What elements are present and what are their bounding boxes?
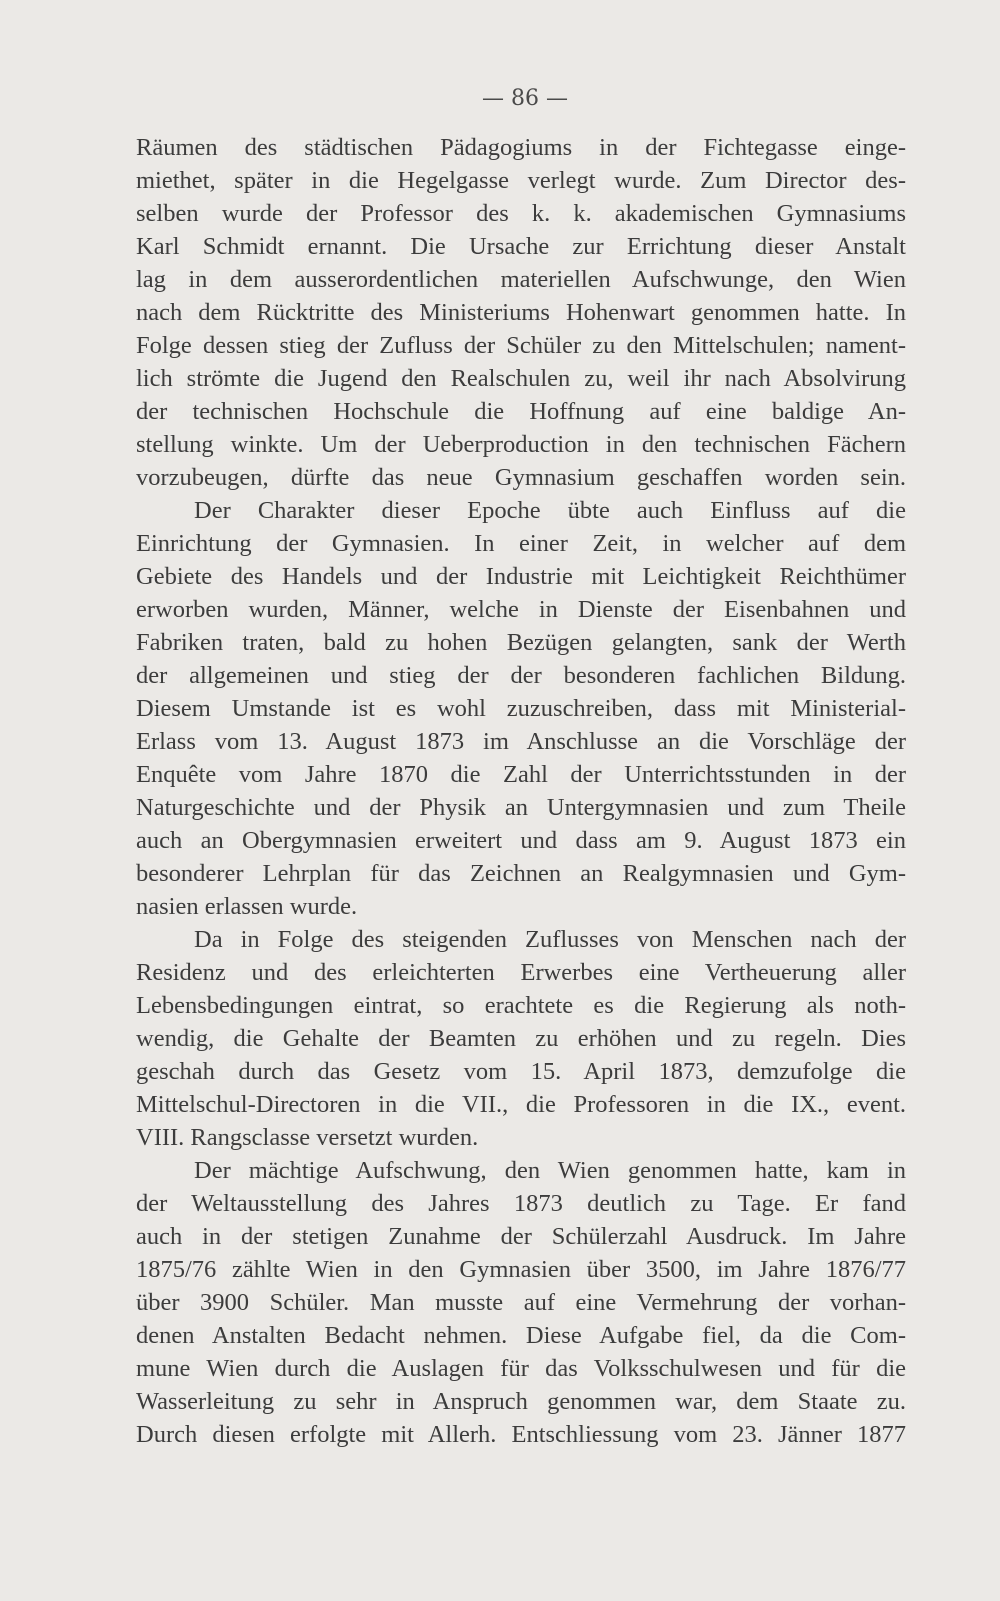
text-line: VIII. Rangsclasse versetzt wurden. (136, 1124, 479, 1151)
text-line: lag in dem ausserordentlichen materiellen Aufschwunge, den Wien (136, 266, 906, 293)
text-line: Erlass vom 13. August 1873 im Anschlusse an die Vorschläge der (136, 728, 906, 755)
text-line: Räumen des städtischen Pädagogiums in der Fichtegasse einge- (136, 134, 906, 161)
text-line: auch in der stetigen Zunahme der Schülerzahl Ausdruck. Im Jahre (136, 1223, 906, 1250)
text-line: selben wurde der Professor des k. k. akademischen Gymnasiums (136, 200, 906, 227)
text-line: stellung winkte. Um der Ueberproduction in den technischen Fächern (136, 431, 906, 458)
text-line: Der mächtige Aufschwung, den Wien genommen hatte, kam in (194, 1157, 906, 1184)
text-line: der allgemeinen und stieg der der besonderen fachlichen Bildung. (136, 662, 906, 689)
text-line: über 3900 Schüler. Man musste auf eine Vermehrung der vorhan- (136, 1289, 906, 1316)
text-line: vorzubeugen, dürfte das neue Gymnasium geschaffen worden sein. (136, 464, 906, 491)
page-number: — 86 — (482, 86, 568, 111)
text-line: denen Anstalten Bedacht nehmen. Diese Aufgabe fiel, da die Com- (136, 1322, 906, 1349)
text-line: besonderer Lehrplan für das Zeichnen an Realgymnasien und Gym- (136, 860, 906, 887)
text-line: Residenz und des erleichterten Erwerbes eine Vertheuerung aller (136, 959, 906, 986)
text-line: Naturgeschichte und der Physik an Untergymnasien und zum Theile (136, 794, 906, 821)
text-line: lich strömte die Jugend den Realschulen zu, weil ihr nach Absolvirung (136, 365, 906, 392)
text-line: Wasserleitung zu sehr in Anspruch genommen war, dem Staate zu. (136, 1388, 906, 1415)
text-line: auch an Obergymnasien erweitert und dass am 9. August 1873 ein (136, 827, 906, 854)
text-line: Der Charakter dieser Epoche übte auch Einfluss auf die (194, 497, 906, 524)
text-line: Karl Schmidt ernannt. Die Ursache zur Errichtung dieser Anstalt (136, 233, 906, 260)
text-line: nasien erlassen wurde. (136, 893, 358, 920)
text-line: Da in Folge des steigenden Zuflusses von Menschen nach der (194, 926, 906, 953)
text-line: geschah durch das Gesetz vom 15. April 1873, demzufolge die (136, 1058, 906, 1085)
body-text (136, 131, 906, 1451)
text-line: mune Wien durch die Auslagen für das Volksschulwesen und für die (136, 1355, 906, 1382)
text-line: Mittelschul-Directoren in die VII., die Professoren in die IX., event. (136, 1091, 906, 1118)
text-line: Folge dessen stieg der Zufluss der Schüler zu den Mittelschulen; nament- (136, 332, 906, 359)
text-line: miethet, später in die Hegelgasse verlegt wurde. Zum Director des- (136, 167, 906, 194)
text-line: Fabriken traten, bald zu hohen Bezügen gelangten, sank der Werth (136, 629, 906, 656)
text-line: der Weltausstellung des Jahres 1873 deutlich zu Tage. Er fand (136, 1190, 906, 1217)
text-line: Gebiete des Handels und der Industrie mit Leichtigkeit Reichthümer (136, 563, 906, 590)
text-line: Durch diesen erfolgte mit Allerh. Entschliessung vom 23. Jänner 1877 (136, 1421, 906, 1448)
text-line: wendig, die Gehalte der Beamten zu erhöhen und zu regeln. Dies (136, 1025, 906, 1052)
text-line: 1875/76 zählte Wien in den Gymnasien über 3500, im Jahre 1876/77 (136, 1256, 906, 1283)
text-line: nach dem Rücktritte des Ministeriums Hohenwart genommen hatte. In (136, 299, 906, 326)
text-line: Lebensbedingungen eintrat, so erachtete es die Regierung als noth- (136, 992, 906, 1019)
text-line: erworben wurden, Männer, welche in Dienste der Eisenbahnen und (136, 596, 906, 623)
text-line: Einrichtung der Gymnasien. In einer Zeit, in welcher auf dem (136, 530, 906, 557)
text-line: der technischen Hochschule die Hoffnung auf eine baldige An- (136, 398, 906, 425)
text-line: Enquête vom Jahre 1870 die Zahl der Unterrichtsstunden in der (136, 761, 906, 788)
text-line: Diesem Umstande ist es wohl zuzuschreiben, dass mit Ministerial- (136, 695, 906, 722)
